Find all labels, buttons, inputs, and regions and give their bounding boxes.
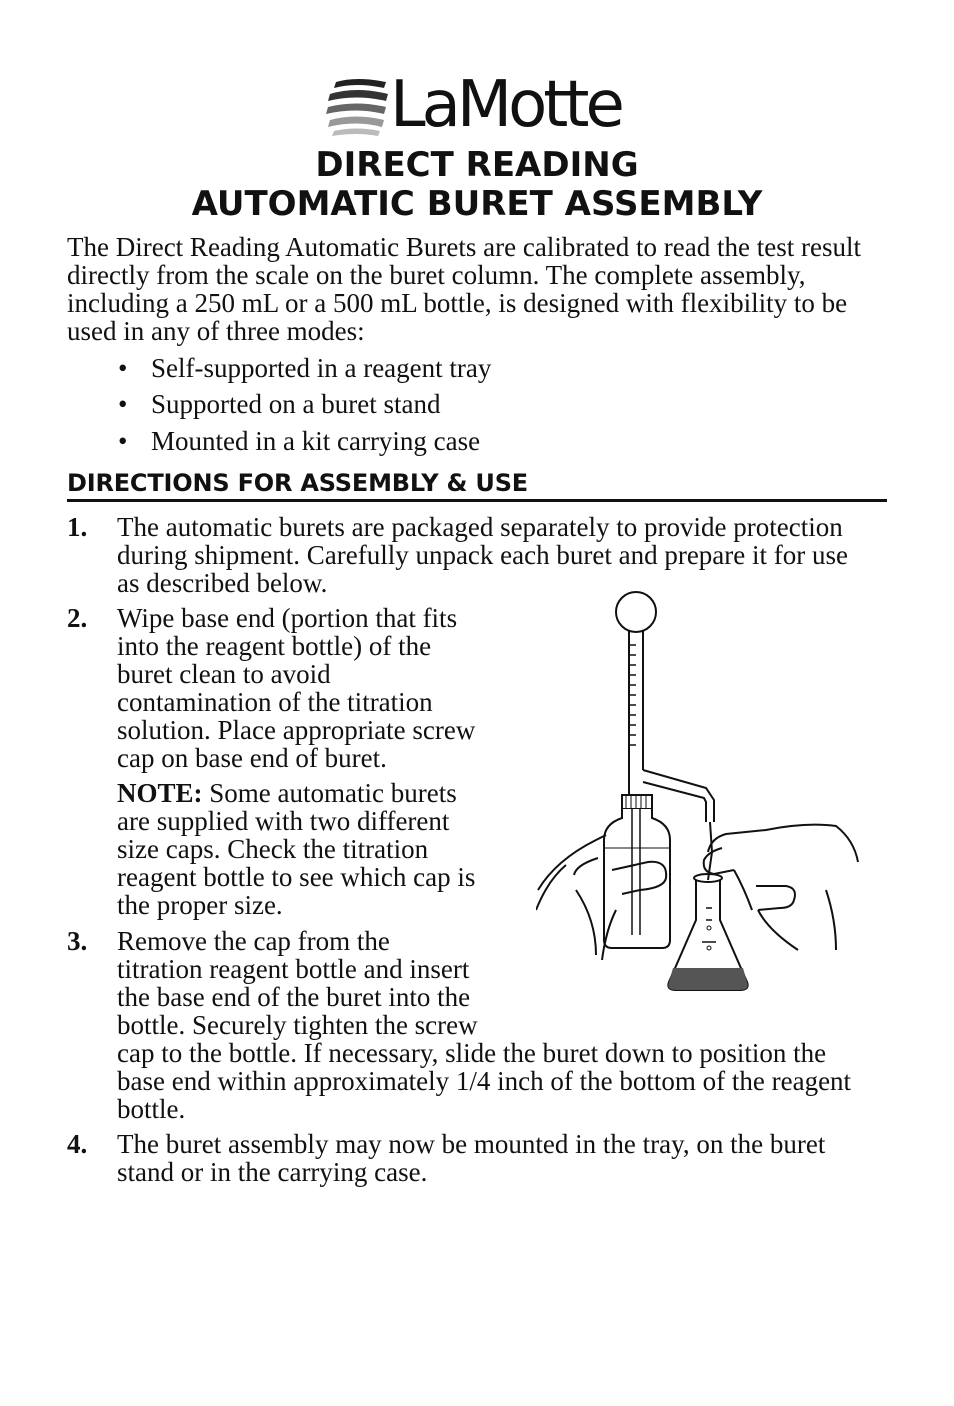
note-line: are supplied with two different xyxy=(117,806,450,836)
mode-list-item xyxy=(118,354,491,382)
step-number: 3. xyxy=(67,926,88,956)
buret-scale xyxy=(629,645,636,745)
note-line: reagent bottle to see which cap is xyxy=(117,862,476,892)
buret-illustration xyxy=(536,590,866,1000)
bullet-icon: • xyxy=(118,389,128,419)
bullet-icon: • xyxy=(118,426,128,456)
step-line: buret clean to avoid xyxy=(117,659,331,689)
step-line: cap on base end of buret. xyxy=(117,743,387,773)
step-line: contamination of the titration xyxy=(117,687,433,717)
lamotte-logo xyxy=(326,68,630,142)
step-line: stand or in the carrying case. xyxy=(117,1157,428,1187)
step-line: the base end of the buret into the xyxy=(117,982,471,1012)
step-line: base end within approximately 1/4 inch of the bottom of the reagent xyxy=(117,1066,852,1096)
page-title xyxy=(0,146,954,224)
step-line: The automatic burets are packaged separately to provide protection xyxy=(117,512,843,542)
step-text xyxy=(117,1130,825,1186)
note-line: size caps. Check the titration xyxy=(117,834,429,864)
note-text xyxy=(117,779,475,919)
step-line: cap to the bottle. If necessary, slide the buret down to position the xyxy=(117,1038,827,1068)
step-line: bottle. Securely tighten the screw xyxy=(117,1010,478,1040)
reagent-bottle xyxy=(604,809,670,948)
buret-side-arm xyxy=(643,770,714,822)
step-number: 2. xyxy=(67,603,88,633)
mode-label: Supported on a buret stand xyxy=(151,389,441,419)
mode-label: Mounted in a kit carrying case xyxy=(151,426,481,456)
intro-paragraph xyxy=(67,233,897,345)
mode-list-item xyxy=(118,427,480,455)
intro-line: including a 250 mL or a 500 mL bottle, is designed with flexibility to be xyxy=(67,288,848,318)
note-line: the proper size. xyxy=(117,890,283,920)
note-line: Some automatic burets xyxy=(202,778,457,808)
step-line: into the reagent bottle) of the xyxy=(117,631,432,661)
step-text xyxy=(117,604,475,772)
step-line: The buret assembly may now be mounted in the tray, on the buret xyxy=(117,1129,826,1159)
step-line: during shipment. Carefully unpack each buret and prepare it for use xyxy=(117,540,848,570)
logo-wave-mark-icon xyxy=(326,76,392,136)
flask-liquid xyxy=(668,968,747,990)
step-number: 4. xyxy=(67,1129,88,1159)
directions-heading: DIRECTIONS FOR ASSEMBLY & USE xyxy=(67,469,528,497)
mode-label: Self-supported in a reagent tray xyxy=(151,353,492,383)
step-number: 1. xyxy=(67,512,88,542)
intro-line: used in any of three modes: xyxy=(67,316,365,346)
step-line: as described below. xyxy=(117,568,328,598)
step-text xyxy=(117,513,848,597)
heading-divider xyxy=(67,499,887,502)
intro-line: directly from the scale on the buret column. The complete assembly, xyxy=(67,260,806,290)
right-hand xyxy=(704,825,858,950)
intro-line: The Direct Reading Automatic Burets are calibrated to read the test result xyxy=(67,232,861,262)
step-line: solution. Place appropriate screw xyxy=(117,715,476,745)
step-line: titration reagent bottle and insert xyxy=(117,954,470,984)
note-label: NOTE: xyxy=(117,778,203,808)
title-line: AUTOMATIC BURET ASSEMBLY xyxy=(191,184,763,224)
bullet-icon: • xyxy=(118,353,128,383)
step-line: Wipe base end (portion that fits xyxy=(117,603,458,633)
title-line: DIRECT READING xyxy=(315,145,639,185)
step-line: Remove the cap from the xyxy=(117,926,390,956)
mode-list-item xyxy=(118,390,440,418)
step-line: bottle. xyxy=(117,1094,186,1124)
logo-wordmark: LaMotte xyxy=(390,68,621,142)
buret-bulb xyxy=(616,592,656,632)
